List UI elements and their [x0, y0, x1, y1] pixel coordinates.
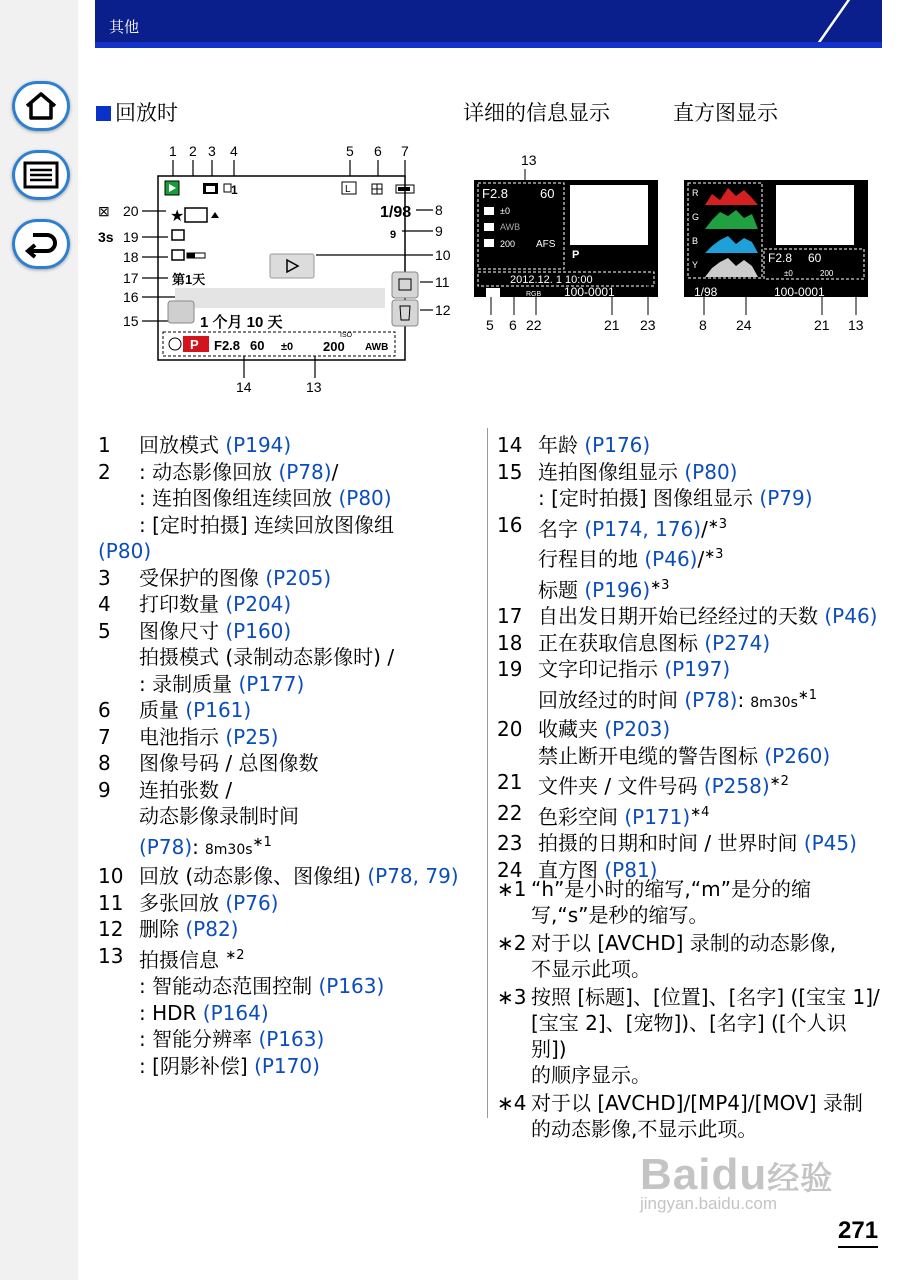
legend-item — [497, 630, 882, 657]
svg-text:60: 60 — [540, 186, 555, 201]
page-link[interactable]: (P161) — [185, 698, 252, 722]
legend-text: 年龄 (P176) — [538, 433, 651, 457]
section-heading-detail: 详细的信息显示 — [463, 101, 610, 125]
watermark: Baidu经验 jingyan.baidu.com — [640, 1150, 834, 1213]
legend-text: 文件夹 / 文件号码 $(P258)^{∗2}$ — [538, 774, 789, 798]
callout-15: 15 — [123, 313, 139, 329]
legend-text: 拍摄信息 $^{∗2}$ — [139, 947, 245, 972]
legend-number: 5 — [98, 618, 111, 643]
legend-item — [497, 743, 882, 770]
page-link[interactable]: (P46) — [824, 604, 878, 628]
legend-item — [497, 656, 882, 683]
legend-item — [497, 432, 882, 459]
legend-number: 1 — [98, 433, 111, 457]
callout-6: 6 — [374, 143, 382, 159]
detail-info-screen-diagram — [470, 150, 670, 335]
legend-text: 图像尺寸 (P160) — [139, 618, 292, 643]
legend-text: 质量 (P161) — [139, 698, 252, 722]
legend-item — [98, 973, 483, 1000]
legend-text: 行程目的地 (P46)/$^{∗3}$ — [538, 547, 724, 571]
legend-number: 7 — [98, 724, 111, 749]
page-link[interactable]: (P78, 79) — [367, 864, 459, 888]
home-button[interactable] — [12, 81, 70, 131]
legend-text: 拍摄模式 (录制动态影像时) / — [139, 645, 395, 669]
page-link[interactable]: (P164) — [202, 1000, 269, 1025]
callout-13: 13 — [306, 379, 322, 395]
page-link[interactable]: (P79) — [759, 486, 813, 510]
legend-item — [98, 803, 483, 830]
legend-number: 10 — [98, 864, 124, 888]
svg-text:200: 200 — [500, 239, 516, 249]
legend-number — [98, 1000, 139, 1027]
legend-text: 打印数量 (P204) — [139, 592, 292, 616]
legend-item — [497, 683, 882, 717]
callout-2: 2 — [189, 143, 197, 159]
callout-11: 11 — [435, 274, 450, 290]
warning-icon: ⊠ — [98, 203, 110, 219]
legend-text: 回放经过的时间 (P78): $8m30s^{∗1}$ — [538, 687, 818, 712]
callout-4: 4 — [230, 143, 238, 159]
back-arrow-icon — [23, 229, 59, 259]
legend-text: 连拍张数 / — [139, 777, 233, 802]
legend-text: 收藏夹 (P203) — [538, 717, 671, 741]
home-icon — [24, 91, 58, 121]
legend-text: 色彩空间 $(P171)^{∗4}$ — [538, 804, 710, 829]
shutter: 60 — [250, 338, 265, 353]
top-callouts — [169, 143, 409, 159]
footnote: ∗1 “h”是小时的缩写,“m”是分的缩 写,“s”是秒的缩写。 — [497, 877, 811, 927]
legend-text: : 连拍图像组连续回放 (P80) — [139, 486, 392, 510]
callout-8: 8 — [435, 202, 443, 218]
legend-text: : 动态影像回放 (P78)/ — [139, 459, 339, 484]
legend-number — [497, 542, 538, 573]
svg-text:P: P — [572, 249, 580, 261]
page-link[interactable]: (P174, 176) — [584, 516, 702, 541]
legend-text: : 智能分辨率 (P163) — [139, 1027, 325, 1051]
footnote: ∗3 按照 [标题]、[位置]、[名字] ([宝宝 1]/ [宝宝 2]、[宠物])、[名字] ([个人识别]) 的顺序显示。 — [497, 985, 880, 1087]
legend-number: 22 — [497, 800, 523, 825]
callout-17: 17 — [123, 270, 139, 286]
svg-text:RGB: RGB — [526, 291, 542, 298]
legend-item — [98, 432, 483, 459]
legend-text: 禁止断开电缆的警告图标 (P260) — [538, 743, 831, 768]
page-link[interactable]: (P25) — [225, 724, 279, 749]
wb: AWB — [365, 342, 389, 353]
legend-item — [98, 538, 483, 565]
legend-item — [98, 890, 483, 917]
callout-12: 12 — [435, 302, 451, 318]
page-link[interactable]: (P258) — [703, 774, 770, 798]
legend-right-column — [497, 432, 882, 883]
svg-text:22: 22 — [526, 317, 542, 333]
legend-number — [98, 671, 139, 698]
page-link[interactable]: (P163) — [318, 974, 385, 998]
legend-text: 受保护的图像 (P205) — [139, 565, 332, 590]
page-link[interactable]: (P82) — [185, 917, 239, 941]
svg-text:13: 13 — [848, 317, 864, 333]
legend-text: 直方图 (P81) — [538, 857, 658, 882]
aperture: F2.8 — [214, 338, 241, 353]
legend-number: 18 — [497, 630, 523, 655]
elapsed-time: 8m30s — [750, 694, 798, 711]
page-link[interactable]: (P76) — [225, 890, 279, 915]
page-link[interactable]: (P80) — [684, 459, 738, 484]
callout-7: 7 — [401, 143, 409, 159]
header-stripe — [808, 0, 882, 48]
page-link[interactable]: (P80) — [338, 486, 392, 510]
legend-item — [98, 916, 483, 943]
legend-item — [98, 1026, 483, 1053]
callout-10: 10 — [435, 247, 451, 263]
legend-text: 标题 $(P196)^{∗3}$ — [538, 577, 670, 602]
legend-text: 回放模式 (P194) — [139, 433, 292, 457]
legend-item — [497, 830, 882, 857]
legend-number — [497, 485, 538, 512]
legend-text: 名字 (P174, 176)/$^{∗3}$ — [538, 516, 728, 541]
legend-number: 15 — [497, 459, 523, 484]
legend-item — [98, 565, 483, 592]
legend-item — [98, 777, 483, 804]
page-link[interactable]: (P78) — [278, 459, 332, 484]
callout-1: 1 — [169, 143, 177, 159]
legend-text: 多张回放 (P76) — [139, 890, 279, 915]
legend-item — [497, 603, 882, 630]
back-button[interactable] — [12, 219, 70, 269]
page-link[interactable]: (P176) — [584, 433, 651, 457]
svg-text:21: 21 — [814, 317, 830, 333]
iso: 200 — [323, 339, 345, 354]
legend-text: 正在获取信息图标 (P274) — [538, 630, 771, 655]
svg-text:5: 5 — [486, 317, 494, 333]
legend-text: 文字印记指示 (P197) — [538, 657, 731, 681]
footnote: ∗2 对于以 [AVCHD] 录制的动态影像, 不显示此项。 — [497, 931, 837, 981]
legend-item — [497, 542, 882, 573]
legend-text: 电池指示 (P25) — [139, 724, 279, 749]
legend-text: 连拍图像组显示 (P80) — [538, 459, 738, 484]
page-number: 271 — [838, 1217, 878, 1248]
legend-number: 12 — [98, 917, 124, 941]
legend-item — [98, 863, 483, 890]
page-link[interactable]: (P163) — [258, 1027, 325, 1051]
column-divider — [487, 428, 488, 1118]
legend-number: 24 — [497, 857, 523, 882]
image-number: 1/98 — [380, 204, 412, 221]
legend-number — [98, 1026, 139, 1053]
footnote-marker: ∗2 — [225, 947, 245, 963]
histogram-screen-diagram — [680, 150, 875, 335]
legend-item — [98, 591, 483, 618]
burst-count: 9 — [390, 229, 397, 241]
legend-number — [497, 743, 538, 770]
svg-text:R: R — [692, 188, 699, 198]
svg-text:★: ★ — [170, 208, 185, 225]
legend-left-column — [98, 432, 483, 1079]
page-link[interactable]: (P80) — [98, 539, 152, 563]
svg-text:F2.8: F2.8 — [768, 251, 793, 265]
svg-text:8: 8 — [699, 317, 707, 333]
page-link[interactable]: (P46) — [644, 547, 698, 571]
page-link[interactable]: (P204) — [225, 592, 292, 616]
elapsed-time: 8m30s — [204, 841, 253, 858]
callout-13-detail: 13 — [521, 152, 537, 168]
page-link[interactable]: (P260) — [764, 743, 831, 768]
legend-text: : 智能动态范围控制 (P163) — [139, 974, 385, 998]
footnote-marker: ∗1 — [252, 834, 272, 850]
legend-text: 拍摄的日期和时间 / 世界时间 (P45) — [538, 831, 857, 855]
callout-16: 16 — [123, 289, 139, 305]
detail-folder: 100-0001 — [564, 285, 615, 299]
footnote-marker: ∗4 — [690, 804, 710, 820]
svg-text:G: G — [692, 212, 700, 222]
svg-text:24: 24 — [736, 317, 752, 333]
legend-item — [497, 459, 882, 486]
legend-item — [98, 943, 483, 974]
legend-number — [98, 803, 139, 830]
legend-number: 11 — [98, 890, 124, 915]
legend-number: 4 — [98, 592, 111, 616]
callout-9: 9 — [435, 223, 443, 239]
page-link[interactable]: (P177) — [238, 671, 305, 696]
legend-number: 16 — [497, 512, 523, 537]
legend-text: 图像号码 / 总图像数 — [139, 751, 319, 775]
callout-3: 3 — [208, 143, 216, 159]
legend-text: 动态影像录制时间 — [139, 804, 299, 828]
legend-number — [497, 573, 538, 604]
legend-item — [497, 512, 882, 543]
list-icon — [23, 161, 59, 189]
legend-item — [98, 830, 483, 864]
legend-text: : [定时拍摄] 连续回放图像组 — [139, 512, 395, 537]
legend-item — [98, 1000, 483, 1027]
callout-19: 19 — [123, 229, 139, 245]
page-link[interactable]: (P78) — [684, 687, 738, 712]
legend-item — [497, 716, 882, 743]
page-link[interactable]: (P197) — [664, 657, 731, 681]
legend-number: 2 — [98, 459, 111, 484]
svg-text:6: 6 — [509, 317, 517, 333]
legend-number: 23 — [497, 831, 523, 855]
svg-text:200: 200 — [820, 269, 834, 278]
legend-item — [98, 750, 483, 777]
legend-item — [98, 485, 483, 512]
legend-number: 8 — [98, 751, 111, 775]
legend-number — [98, 1053, 139, 1080]
legend-text: (P78): $8m30s^{∗1}$ — [139, 834, 272, 859]
callout-14: 14 — [236, 379, 252, 395]
page-link[interactable]: (P196) — [584, 577, 651, 602]
legend-item — [98, 459, 483, 486]
age-text: 1 个月 10 天 — [200, 314, 283, 331]
legend-number — [98, 485, 139, 512]
detail-datetime: 2012.12. 1 10:00 — [510, 274, 593, 286]
footnote-marker: ∗3 — [707, 516, 728, 532]
callout-20: 20 — [123, 203, 139, 219]
page-link[interactable]: (P205) — [265, 565, 332, 590]
legend-number: 19 — [497, 657, 523, 681]
footnote: ∗4 对于以 [AVCHD]/[MP4]/[MOV] 录制 的动态影像,不显示此项。 — [497, 1091, 863, 1141]
days-label: 第1天 — [172, 272, 206, 287]
page-link[interactable]: (P274) — [704, 630, 771, 655]
callout-5: 5 — [346, 143, 354, 159]
footnotes — [497, 876, 882, 1142]
legend-number: 20 — [497, 717, 523, 741]
footnote-marker: ∗3 — [650, 577, 670, 593]
svg-text:60: 60 — [808, 251, 822, 265]
callout-18: 18 — [123, 249, 139, 265]
footnote-marker: ∗3 — [704, 547, 724, 562]
page-link[interactable]: (P194) — [225, 433, 292, 457]
page-link[interactable]: (P78) — [139, 834, 193, 859]
page-link[interactable]: (P170) — [254, 1053, 320, 1078]
legend-text — [98, 538, 151, 565]
contents-button[interactable] — [12, 150, 70, 200]
legend-number: 21 — [497, 770, 523, 794]
legend-item — [497, 769, 882, 800]
timer-label: 3s — [98, 229, 114, 245]
legend-number: 14 — [497, 433, 523, 457]
footnote-marker: ∗1 — [797, 687, 818, 703]
footnote-marker: ∗2 — [769, 774, 789, 789]
page-link[interactable]: (P81) — [604, 857, 658, 882]
svg-text:21: 21 — [604, 317, 620, 333]
header-underline — [95, 42, 882, 48]
svg-text:AFS: AFS — [536, 239, 556, 250]
legend-item — [98, 512, 483, 539]
svg-text:Y: Y — [692, 260, 699, 270]
hist-image-number: 1/98 — [694, 285, 718, 299]
svg-text:±0: ±0 — [500, 206, 510, 216]
svg-text:23: 23 — [640, 317, 656, 333]
iso-label: ISO — [340, 332, 353, 339]
legend-number: 3 — [98, 565, 111, 590]
legend-number: 9 — [98, 777, 111, 802]
legend-item — [497, 800, 882, 831]
ev: ±0 — [281, 341, 294, 353]
legend-number — [497, 683, 538, 717]
section-heading-histogram: 直方图显示 — [673, 101, 778, 125]
legend-item — [98, 724, 483, 751]
legend-number: 6 — [98, 698, 111, 722]
legend-number — [98, 512, 139, 539]
legend-text: 回放 (动态影像、图像组) (P78, 79) — [139, 864, 459, 888]
chapter-title: 其他 — [109, 18, 140, 36]
svg-text:±0: ±0 — [784, 269, 793, 278]
svg-text:AWB: AWB — [500, 222, 521, 232]
legend-number — [98, 644, 139, 671]
legend-item — [98, 697, 483, 724]
svg-text:L: L — [345, 184, 351, 195]
legend-item — [497, 573, 882, 604]
legend-text: : 录制质量 (P177) — [139, 671, 305, 696]
playback-screen-diagram — [90, 138, 470, 400]
legend-text: : [定时拍摄] 图像组显示 (P79) — [538, 486, 813, 510]
svg-text:B: B — [692, 236, 699, 246]
legend-text: 删除 (P82) — [139, 917, 239, 941]
legend-item — [98, 671, 483, 698]
legend-item — [98, 644, 483, 671]
legend-number: 13 — [98, 943, 124, 968]
mode-P: P — [190, 337, 199, 352]
legend-item — [497, 485, 882, 512]
bullet-square-icon — [96, 106, 111, 121]
print-count: 1 — [231, 183, 238, 197]
legend-text: : [阴影补偿] (P170) — [139, 1053, 320, 1078]
svg-text:F2.8: F2.8 — [482, 186, 509, 201]
page-link[interactable]: (P203) — [604, 717, 671, 741]
legend-item — [98, 618, 483, 645]
legend-number — [98, 973, 139, 1000]
legend-item — [98, 1053, 483, 1080]
legend-number — [98, 830, 139, 864]
page-link[interactable]: (P171) — [624, 804, 691, 829]
sidebar — [0, 0, 78, 1280]
hist-folder: 100-0001 — [774, 285, 825, 299]
section-heading-playback: 回放时 — [96, 97, 178, 127]
legend-text: 自出发日期开始已经经过的天数 (P46) — [538, 604, 878, 628]
chapter-header — [95, 0, 882, 48]
legend-number: 17 — [497, 604, 523, 628]
legend-text: : HDR (P164) — [139, 1000, 269, 1025]
page-link[interactable]: (P45) — [803, 831, 857, 855]
page-link[interactable]: (P160) — [225, 618, 292, 643]
